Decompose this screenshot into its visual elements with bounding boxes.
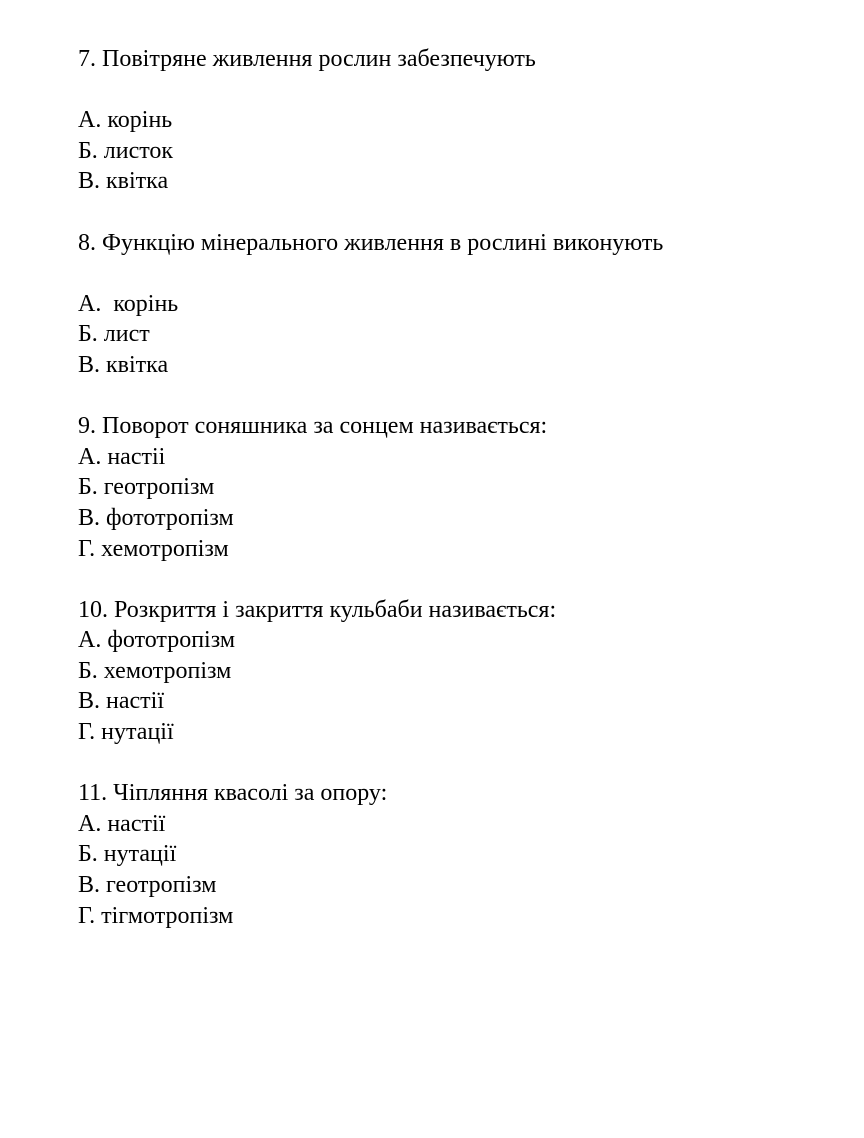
answer-option: В. квітка xyxy=(78,168,169,195)
answer-option: Б. геотропізм xyxy=(78,474,215,501)
answer-option: А. корінь xyxy=(78,107,173,134)
answer-option: Г. тігмотропізм xyxy=(78,902,234,929)
answer-option: А. фототропізм xyxy=(78,627,236,654)
answer-option: В. геотропізм xyxy=(78,872,217,899)
question-block xyxy=(78,228,663,412)
question-block xyxy=(78,411,663,595)
question-block xyxy=(78,595,663,779)
answer-option: Б. лист xyxy=(78,321,150,348)
spacer xyxy=(78,197,663,228)
answer-option: В. фототропізм xyxy=(78,504,234,531)
spacer xyxy=(78,258,663,289)
answer-option: В. квітка xyxy=(78,351,169,378)
question-block xyxy=(78,778,663,931)
question-text: 10. Розкриття і закриття кульбаби називається: xyxy=(78,596,557,623)
answer-option: Г. хемотропізм xyxy=(78,535,229,562)
answer-option: Б. хемотропізм xyxy=(78,657,232,684)
answer-option: В. настії xyxy=(78,688,164,715)
question-text: 8. Функцію мінерального живлення в рослині виконують xyxy=(78,229,664,256)
spacer xyxy=(78,564,663,595)
answer-option: Б. листок xyxy=(78,137,174,164)
answer-option: А. настії xyxy=(78,810,166,837)
question-text: 11. Чіпляння квасолі за опору: xyxy=(78,780,388,807)
question-text: 7. Повітряне живлення рослин забезпечують xyxy=(78,46,536,72)
answer-option: А. корінь xyxy=(78,290,179,317)
spacer xyxy=(78,75,663,106)
spacer xyxy=(78,748,663,779)
question-text: 9. Поворот соняшника за сонцем називається: xyxy=(78,413,548,440)
answer-option: Г. нутації xyxy=(78,719,174,746)
answer-option: А. настіі xyxy=(78,443,166,470)
document-page xyxy=(78,44,663,931)
question-block xyxy=(78,44,663,228)
answer-option: Б. нутації xyxy=(78,841,177,868)
spacer xyxy=(78,381,663,412)
